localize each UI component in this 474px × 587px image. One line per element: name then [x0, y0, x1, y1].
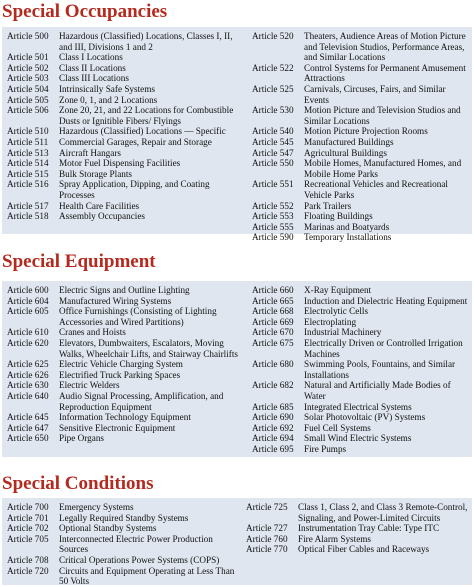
article-title: Park Trailers: [304, 200, 352, 211]
article-row: [252, 84, 468, 105]
article-title: Intrinsically Safe Systems: [59, 83, 155, 94]
article-title: Electric Signs and Outline Lighting: [59, 285, 190, 295]
article-title: Swimming Pools, Fountains, and Similar Installations: [304, 359, 456, 380]
article-row: [7, 84, 247, 95]
article-number: Article 604: [7, 295, 49, 306]
article-row: [252, 380, 468, 401]
article-number: Article 702: [7, 523, 49, 534]
article-number: Article 522: [252, 62, 294, 73]
article-number: Article 647: [7, 422, 49, 433]
article-row: [7, 148, 247, 159]
article-number: Article 682: [252, 380, 294, 391]
article-title: Information Technology Equipment: [59, 412, 191, 423]
article-row: [252, 63, 468, 84]
article-title: Class III Locations: [59, 73, 129, 84]
article-title: Fire Alarm Systems: [298, 533, 371, 544]
special-equipment-panel: [2, 281, 472, 457]
article-number: Article 670: [252, 327, 294, 338]
article-row: [252, 232, 468, 243]
article-title: Aircraft Hangars: [59, 147, 121, 158]
article-row: [252, 211, 468, 222]
article-row: [246, 534, 468, 545]
article-number: Article 552: [252, 200, 294, 211]
article-number: Article 708: [7, 554, 49, 565]
article-number: Article 626: [7, 369, 49, 380]
right-column: [252, 285, 468, 455]
article-row: [7, 126, 247, 137]
article-number: Article 770: [246, 544, 288, 555]
article-title: Solar Photovoltaic (PV) Systems: [304, 412, 426, 423]
article-title: X-Ray Equipment: [304, 285, 372, 295]
article-row: [252, 338, 468, 359]
article-number: Article 620: [7, 337, 49, 348]
article-number: Article 605: [7, 306, 49, 317]
article-row: [252, 306, 468, 317]
article-number: Article 695: [252, 443, 294, 454]
article-row: [7, 391, 247, 412]
article-row: [7, 201, 247, 212]
article-row: [7, 52, 247, 63]
article-number: Article 668: [252, 306, 294, 317]
article-row: [252, 179, 468, 200]
article-row: [7, 296, 247, 307]
article-number: Article 547: [252, 147, 294, 158]
article-title: Critical Operations Power Systems (COPS): [59, 554, 220, 565]
article-row: [7, 63, 247, 74]
article-row: [246, 523, 468, 534]
article-row: [7, 370, 247, 381]
article-number: Article 690: [252, 412, 294, 423]
section-title-special-conditions: Special Conditions: [2, 473, 154, 494]
article-number: Article 514: [7, 158, 49, 169]
article-title: Fire Pumps: [304, 443, 347, 454]
article-number: Article 725: [246, 502, 288, 512]
left-column: [7, 502, 242, 587]
article-number: Article 550: [252, 158, 294, 169]
article-number: Article 669: [252, 316, 294, 327]
article-number: Article 700: [7, 502, 49, 512]
article-title: Interconnected Electric Power Production Sources: [59, 533, 213, 555]
article-number: Article 505: [7, 94, 49, 105]
article-title: Elevators, Dumbwaiters, Escalators, Moving Walks, Wheelchair Lifts, and Stairway Chairlifts: [59, 337, 238, 359]
article-row: [252, 296, 468, 307]
article-number: Article 540: [252, 126, 294, 137]
article-number: Article 503: [7, 73, 49, 84]
article-title: Circuits and Equipment Operating at Less Than 50 Volts: [59, 565, 235, 587]
article-title: Assembly Occupancies: [59, 211, 145, 222]
article-number: Article 511: [7, 136, 49, 147]
article-row: [252, 105, 468, 126]
article-row: [252, 201, 468, 212]
article-row: [252, 317, 468, 328]
article-number: Article 694: [252, 433, 294, 444]
article-title: Zone 0, 1, and 2 Locations: [59, 94, 158, 105]
article-row: [7, 423, 247, 434]
left-column: [7, 285, 247, 444]
article-row: [246, 544, 468, 555]
article-title: Electric Welders: [59, 380, 120, 391]
article-number: Article 504: [7, 83, 49, 94]
article-number: Article 685: [252, 401, 294, 412]
article-row: [7, 95, 247, 106]
right-column: [246, 502, 468, 555]
article-title: Motor Fuel Dispensing Facilities: [59, 158, 181, 169]
article-title: Audio Signal Processing, Amplification, and Reproduction Equipment: [59, 390, 224, 412]
article-row: [7, 327, 247, 338]
article-row: [7, 211, 247, 222]
article-number: Article 625: [7, 359, 49, 370]
article-title: Electric Vehicle Charging System: [59, 359, 183, 370]
article-title: Electrified Truck Parking Spaces: [59, 369, 181, 380]
article-row: [252, 412, 468, 423]
article-number: Article 701: [7, 512, 49, 523]
article-title: Zone 20, 21, and 22 Locations for Combustible Dusts or Ignitible Fibers/ Flyings: [59, 105, 234, 126]
article-row: [252, 137, 468, 148]
article-row: [7, 513, 242, 524]
article-title: Natural and Artificially Made Bodies of Water: [304, 380, 451, 401]
article-number: Article 610: [7, 327, 49, 338]
article-title: Spray Application, Dipping, and Coating Processes: [59, 179, 210, 200]
article-title: Theaters, Audience Areas of Motion Picture and Television Studios, Performance Areas, and Similar Locations: [304, 31, 466, 63]
article-title: Bulk Storage Plants: [59, 168, 132, 179]
article-title: Fuel Cell Systems: [304, 422, 371, 433]
article-number: Article 640: [7, 390, 49, 401]
article-row: [252, 126, 468, 137]
article-title: Instrumentation Tray Cable: Type ITC: [298, 523, 440, 534]
article-title: Legally Required Standby Systems: [59, 512, 189, 523]
article-row: [252, 423, 468, 434]
article-title: Carnivals, Circuses, Fairs, and Similar Events: [304, 83, 446, 105]
article-row: [7, 137, 247, 148]
article-title: Class 1, Class 2, and Class 3 Remote-Control, Signaling, and Power-Limited Circuits: [298, 502, 468, 523]
article-row: [252, 222, 468, 233]
article-row: [252, 327, 468, 338]
article-number: Article 506: [7, 105, 49, 116]
article-row: [7, 338, 247, 359]
article-title: Recreational Vehicles and Recreational Vehicle Parks: [304, 179, 448, 200]
article-number: Article 501: [7, 52, 49, 63]
article-title: Electroplating: [304, 316, 357, 327]
special-occupancies-panel: [2, 27, 472, 243]
article-number: Article 555: [252, 221, 294, 232]
article-number: Article 600: [7, 285, 49, 295]
article-title: Hazardous (Classified) Locations — Specific: [59, 126, 226, 137]
article-title: Motion Picture Projection Rooms: [304, 126, 428, 137]
article-row: [7, 380, 247, 391]
article-number: Article 720: [7, 565, 49, 576]
article-title: Marinas and Boatyards: [304, 221, 390, 232]
article-row: [7, 306, 247, 327]
article-title: Electrolytic Cells: [304, 306, 369, 317]
article-row: [252, 31, 468, 63]
article-number: Article 515: [7, 168, 49, 179]
article-row: [7, 555, 242, 566]
article-title: Sensitive Electronic Equipment: [59, 422, 176, 433]
article-number: Article 502: [7, 62, 49, 73]
article-number: Article 692: [252, 422, 294, 433]
article-row: [7, 169, 247, 180]
article-title: Electrically Driven or Controlled Irrigation Machines: [304, 337, 463, 359]
article-number: Article 553: [252, 211, 294, 222]
article-row: [7, 179, 247, 200]
article-number: Article 650: [7, 433, 49, 444]
article-title: Mobile Homes, Manufactured Homes, and Mobile Home Parks: [304, 158, 462, 179]
article-title: Motion Picture and Television Studios and Similar Locations: [304, 105, 461, 126]
article-title: Hazardous (Classified) Locations, Classes I, II, and III, Divisions 1 and 2: [59, 31, 233, 52]
article-row: [252, 359, 468, 380]
article-row: [252, 402, 468, 413]
article-number: Article 665: [252, 295, 294, 306]
article-title: Cranes and Hoists: [59, 327, 126, 338]
article-number: Article 590: [252, 232, 294, 243]
article-number: Article 518: [7, 211, 49, 222]
article-row: [7, 359, 247, 370]
article-title: Optional Standby Systems: [59, 523, 157, 534]
article-row: [7, 73, 247, 84]
article-row: [7, 433, 247, 444]
article-row: [7, 31, 247, 52]
article-title: Floating Buildings: [304, 211, 373, 222]
article-title: Commercial Garages, Repair and Storage: [59, 136, 212, 147]
article-number: Article 680: [252, 359, 294, 370]
article-number: Article 513: [7, 147, 49, 158]
article-title: Class I Locations: [59, 52, 123, 63]
article-title: Manufactured Buildings: [304, 136, 394, 147]
article-row: [252, 158, 468, 179]
article-number: Article 510: [7, 126, 49, 137]
article-row: [252, 433, 468, 444]
left-column: [7, 31, 247, 222]
article-number: Article 645: [7, 412, 49, 423]
article-title: Integrated Electrical Systems: [304, 401, 412, 412]
article-row: [7, 158, 247, 169]
article-number: Article 727: [246, 523, 288, 534]
article-number: Article 545: [252, 136, 294, 147]
article-row: [252, 285, 468, 296]
article-number: Article 705: [7, 533, 49, 544]
article-title: Small Wind Electric Systems: [304, 433, 412, 444]
article-title: Office Furnishings (Consisting of Lighting Accessories and Wired Partitions): [59, 306, 217, 327]
article-number: Article 520: [252, 31, 294, 41]
article-number: Article 517: [7, 200, 49, 211]
article-number: Article 675: [252, 337, 294, 348]
article-title: Induction and Dielectric Heating Equipment: [304, 295, 468, 306]
article-row: [7, 412, 247, 423]
article-row: [252, 148, 468, 159]
article-number: Article 660: [252, 285, 294, 295]
article-number: Article 530: [252, 105, 294, 116]
article-row: [7, 105, 247, 126]
article-number: Article 760: [246, 533, 288, 544]
article-number: Article 525: [252, 83, 294, 94]
article-row: [252, 444, 468, 455]
article-title: Manufactured Wiring Systems: [59, 295, 172, 306]
article-title: Agricultural Buildings: [304, 147, 387, 158]
article-title: Class II Locations: [59, 62, 126, 73]
right-column: [252, 31, 468, 243]
article-title: Optical Fiber Cables and Raceways: [298, 544, 430, 555]
article-number: Article 551: [252, 179, 294, 190]
article-title: Emergency Systems: [59, 502, 134, 512]
article-row: [7, 534, 242, 555]
article-title: Temporary Installations: [304, 232, 392, 243]
article-row: [7, 523, 242, 534]
article-row: [7, 502, 242, 513]
article-row: [7, 285, 247, 296]
article-title: Control Systems for Permanent Amusement Attractions: [304, 62, 466, 84]
article-number: Article 500: [7, 31, 49, 41]
section-title-special-occupancies: Special Occupancies: [2, 1, 168, 22]
article-title: Pipe Organs: [59, 433, 104, 444]
special-conditions-panel: [2, 498, 472, 585]
section-title-special-equipment: Special Equipment: [2, 251, 156, 272]
article-title: Industrial Machinery: [304, 327, 382, 338]
article-number: Article 516: [7, 179, 49, 190]
article-number: Article 630: [7, 380, 49, 391]
article-row: [7, 566, 242, 587]
article-row: [246, 502, 468, 523]
article-title: Health Care Facilities: [59, 200, 140, 211]
